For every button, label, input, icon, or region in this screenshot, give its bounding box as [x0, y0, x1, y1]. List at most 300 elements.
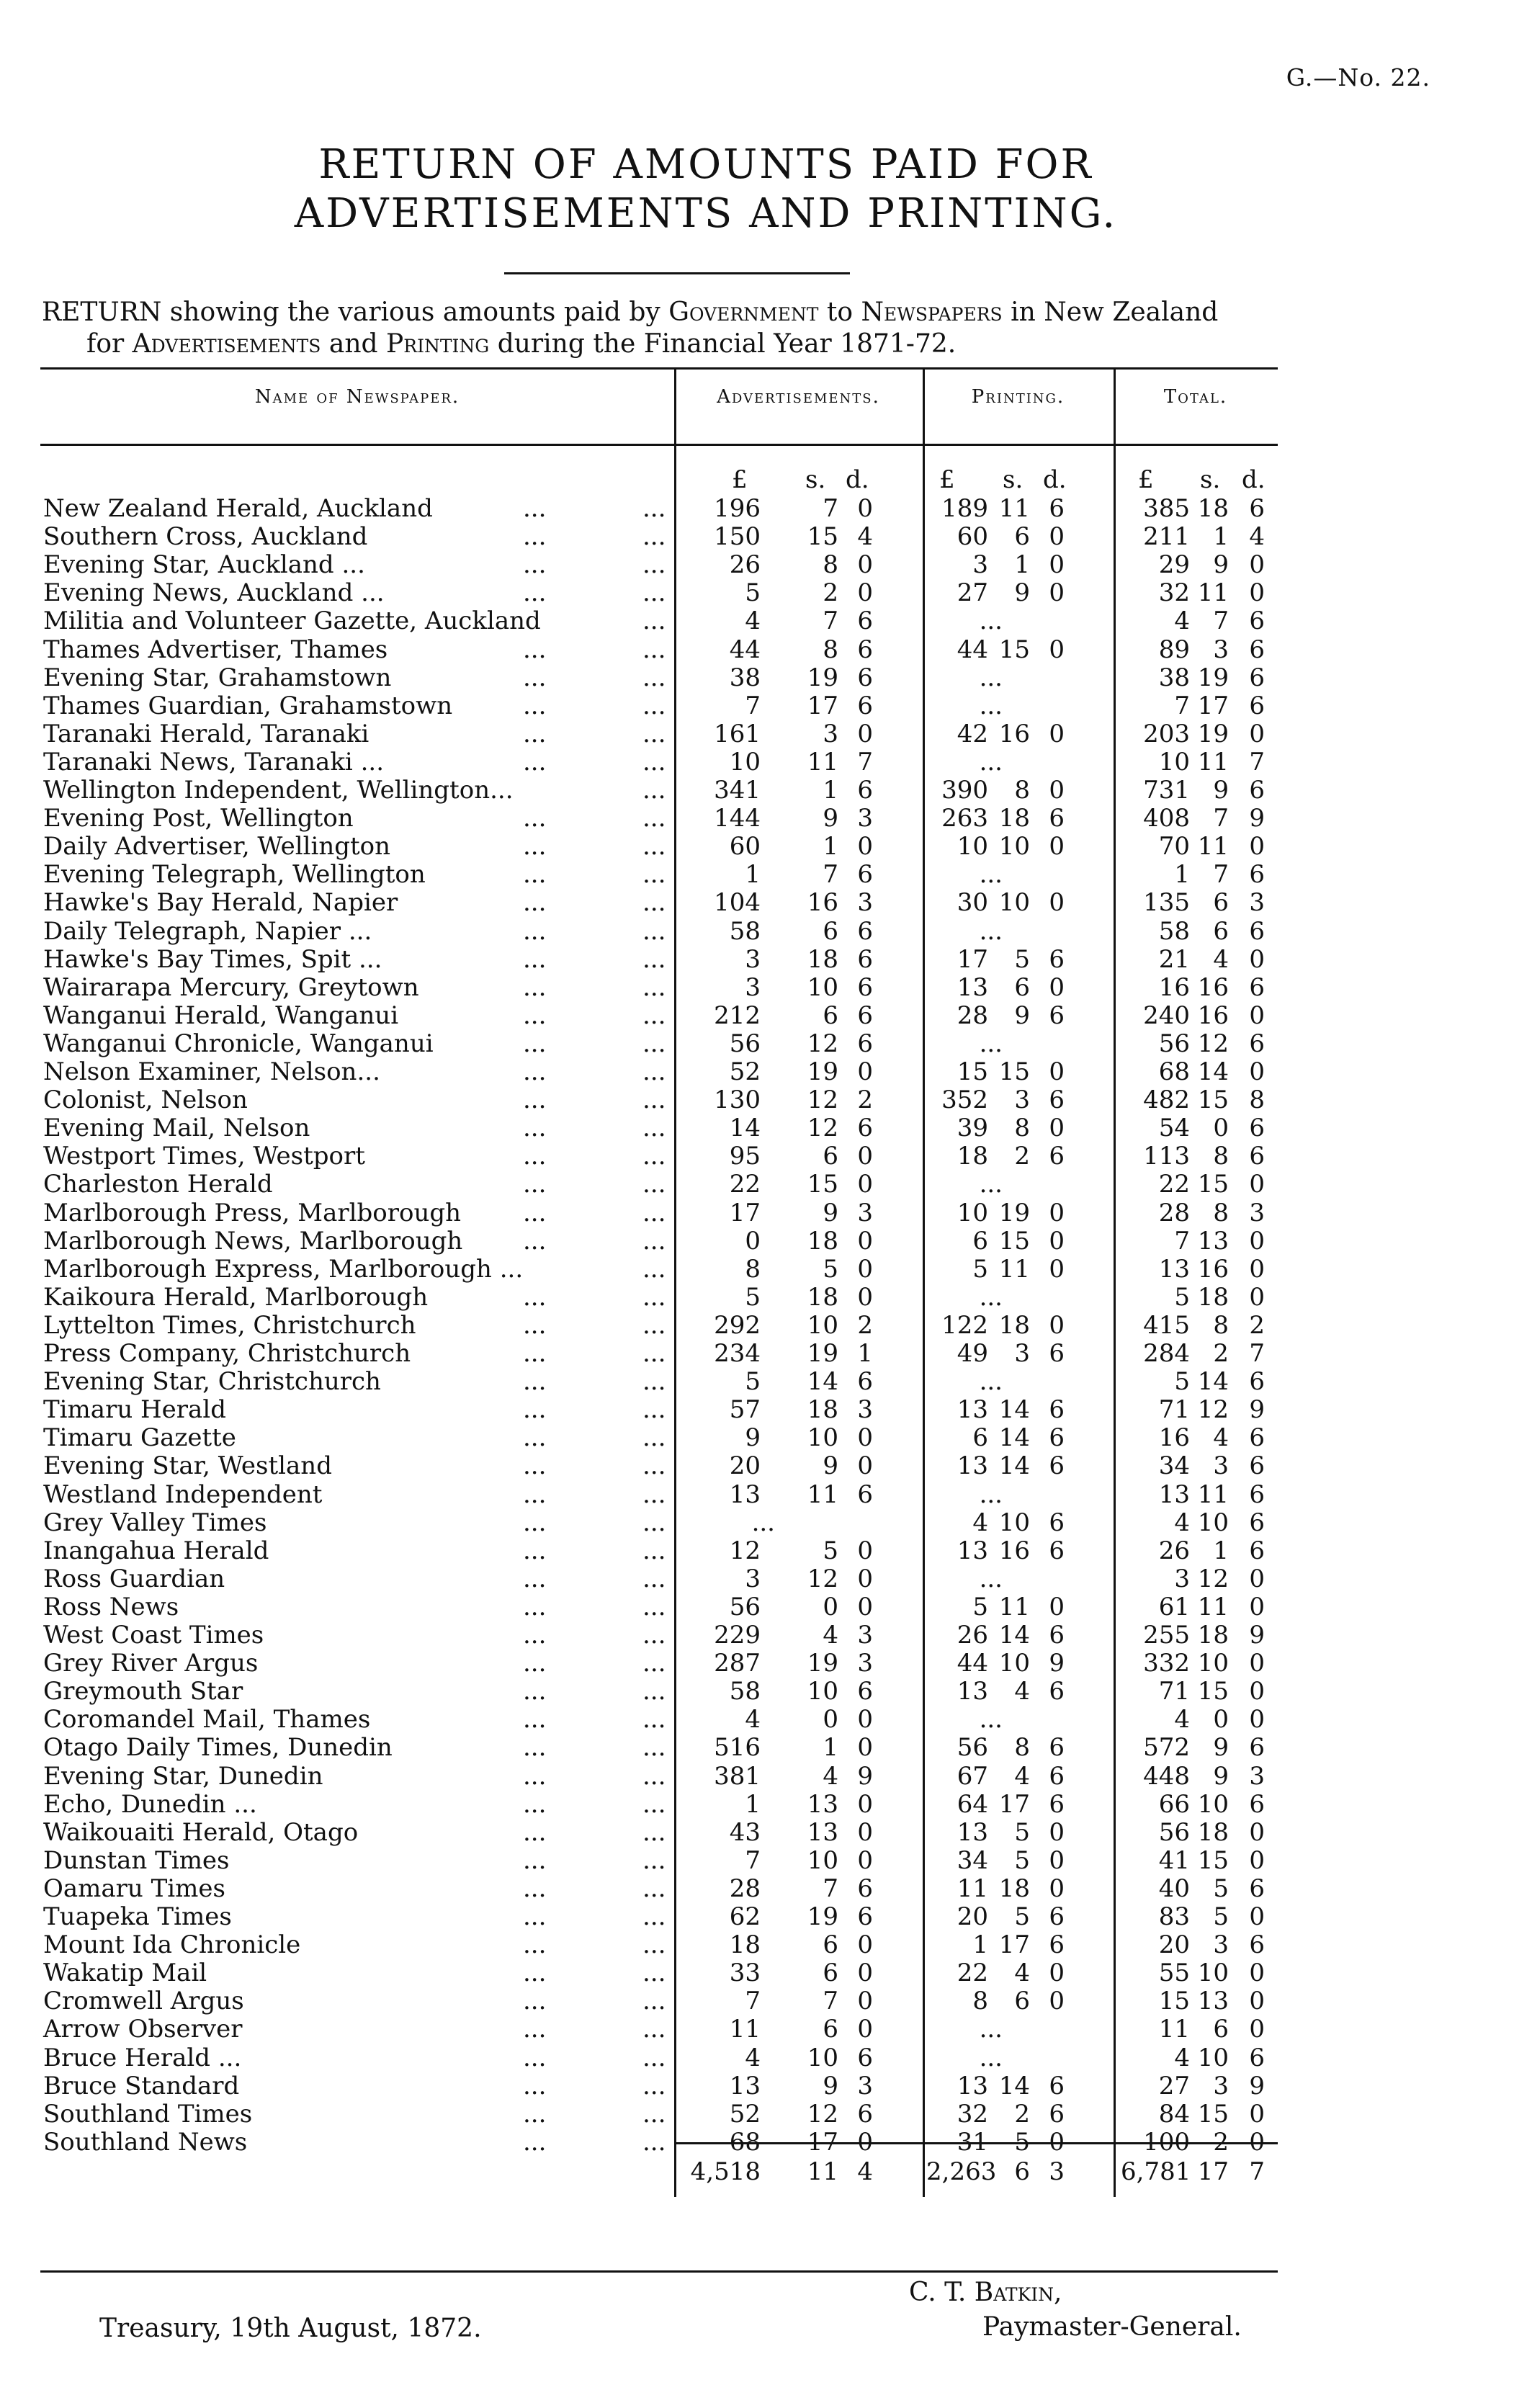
header-printing: Printing.	[971, 386, 1065, 408]
adv-pounds: 516	[714, 1733, 761, 1763]
header-bottom-rule	[40, 444, 1278, 446]
tot-pence: 0	[1249, 1282, 1265, 1312]
tot-shillings: 13	[1197, 1226, 1229, 1256]
leader-dots: ...	[642, 691, 666, 720]
tot-pounds: 89	[1158, 635, 1190, 664]
leader-dots: ...	[642, 1592, 666, 1621]
tot-shillings: 1	[1213, 522, 1229, 552]
adv-pounds: ...	[751, 1508, 775, 1537]
leader-dots: ...	[642, 1845, 666, 1875]
prn-pence: 0	[1049, 550, 1065, 580]
prn-shillings: 4	[1014, 1959, 1030, 1988]
prn-pounds: 49	[957, 1339, 988, 1368]
adv-shillings: 18	[807, 1226, 838, 1256]
newspaper-name: Hawke's Bay Herald, Napier	[43, 888, 398, 918]
tot-pounds: 55	[1158, 1959, 1190, 1988]
prn-pence: 6	[1049, 1142, 1065, 1171]
tot-pence: 0	[1249, 2015, 1265, 2044]
prn-pence: 6	[1049, 1733, 1065, 1763]
leader-dots: ...	[523, 691, 547, 720]
table-row	[40, 888, 1278, 917]
adv-shillings: 13	[807, 1789, 838, 1819]
leader-dots: ...	[523, 2043, 547, 2072]
table-row	[40, 1987, 1278, 2015]
adv-pence: 2	[857, 1310, 873, 1340]
tot-shillings: 0	[1213, 1114, 1229, 1143]
adv-pounds: 5	[745, 578, 761, 608]
tot-shillings: 6	[1213, 916, 1229, 946]
tot-pence: 6	[1249, 1480, 1265, 1509]
leader-dots: ...	[642, 804, 666, 833]
table-row	[40, 1902, 1278, 1931]
table-row	[40, 748, 1278, 776]
prn-shillings: 5	[1014, 2127, 1030, 2157]
tot-pounds: 572	[1143, 1733, 1190, 1763]
leader-dots: ...	[523, 1114, 547, 1143]
newspaper-name: Militia and Volunteer Gazette, Auckland	[43, 607, 541, 636]
prn-shillings: 14	[998, 1395, 1030, 1425]
prn-pounds: 13	[957, 972, 988, 1002]
prn-pounds: 13	[957, 1817, 988, 1847]
tot-pounds: 68	[1158, 1057, 1190, 1086]
leader-dots: ...	[642, 888, 666, 918]
leader-dots: ...	[523, 1198, 547, 1227]
adv-pence: 0	[857, 1254, 873, 1284]
leader-dots: ...	[523, 1959, 547, 1988]
tot-shillings: 16	[1197, 972, 1229, 1002]
prn-shillings: 17	[998, 1930, 1030, 1960]
newspaper-name: Dunstan Times	[43, 1845, 230, 1875]
tot-pounds: 332	[1143, 1649, 1190, 1678]
newspaper-name: Southland Times	[43, 2099, 253, 2129]
adv-shillings: 12	[807, 1029, 838, 1058]
prn-pounds-unit: £	[939, 465, 955, 494]
adv-pounds: 43	[729, 1817, 761, 1847]
leader-dots: ...	[642, 550, 666, 580]
tot-pounds: 16	[1158, 972, 1190, 1002]
prn-pence: 0	[1049, 1310, 1065, 1340]
prn-pence: 6	[1049, 1001, 1065, 1030]
tot-pence: 3	[1249, 888, 1265, 918]
newspaper-name: Evening Star, Westland	[43, 1451, 332, 1481]
tot-pounds: 408	[1143, 804, 1190, 833]
adv-pounds: 381	[714, 1761, 761, 1791]
newspaper-name: Hawke's Bay Times, Spit ...	[43, 944, 382, 974]
adv-pounds: 10	[729, 747, 761, 776]
adv-pence: 0	[857, 1817, 873, 1847]
prn-pounds: 189	[941, 494, 988, 523]
adv-shillings: 19	[807, 1649, 838, 1678]
prn-pounds: 17	[957, 944, 988, 974]
tot-pence: 0	[1249, 2127, 1265, 2157]
prn-pence: 0	[1049, 719, 1065, 748]
leader-dots: ...	[642, 1480, 666, 1509]
adv-pence: 0	[857, 1451, 873, 1481]
table-row	[40, 2100, 1278, 2129]
tot-pence: 0	[1249, 1845, 1265, 1875]
newspaper-name: Mount Ida Chronicle	[43, 1930, 301, 1960]
leader-dots: ...	[642, 944, 666, 974]
leader-dots: ...	[642, 1733, 666, 1763]
intro-newspapers: Newspapers	[861, 297, 1003, 327]
leader-dots: ...	[642, 1874, 666, 1903]
tot-pence: 6	[1249, 1536, 1265, 1565]
table-row	[40, 1395, 1278, 1424]
tot-pence: 0	[1249, 1987, 1265, 2016]
leader-dots: ...	[523, 1817, 547, 1847]
table-row	[40, 832, 1278, 861]
adv-pence: 0	[857, 550, 873, 580]
tot-shillings: 19	[1197, 663, 1229, 692]
adv-pence: 0	[857, 1930, 873, 1960]
prn-pounds: 64	[957, 1789, 988, 1819]
tot-pence: 0	[1249, 1705, 1265, 1735]
table-row	[40, 1367, 1278, 1396]
newspaper-name: New Zealand Herald, Auckland	[43, 494, 433, 523]
table-row	[40, 1029, 1278, 1058]
tot-shillings: 18	[1197, 494, 1229, 523]
adv-pence: 4	[857, 522, 873, 552]
adv-pounds: 18	[729, 1930, 761, 1960]
total-tot-pounds: 6,781	[1121, 2157, 1191, 2186]
adv-pounds: 52	[729, 1057, 761, 1086]
newspaper-name: Coromandel Mail, Thames	[43, 1705, 371, 1735]
tot-pence: 6	[1249, 607, 1265, 636]
tot-shillings: 7	[1213, 860, 1229, 890]
adv-shillings: 12	[807, 1564, 838, 1593]
tot-pounds: 4	[1174, 1508, 1190, 1537]
adv-pounds: 20	[729, 1451, 761, 1481]
newspaper-name: Grey River Argus	[43, 1649, 259, 1678]
leader-dots: ...	[642, 747, 666, 776]
prn-shillings: 8	[1014, 1733, 1030, 1763]
tot-pence: 0	[1249, 1057, 1265, 1086]
tot-shillings: 18	[1197, 1621, 1229, 1650]
adv-pounds: 62	[729, 1902, 761, 1931]
tot-shillings: 8	[1213, 1142, 1229, 1171]
tot-shillings: 11	[1197, 578, 1229, 608]
tot-pence: 6	[1249, 663, 1265, 692]
total-adv-pounds: 4,518	[690, 2157, 761, 2186]
adv-pounds: 161	[714, 719, 761, 748]
adv-shillings: 13	[807, 1817, 838, 1847]
prn-pence: 0	[1049, 888, 1065, 918]
totals-row	[40, 2157, 1278, 2186]
prn-pounds: 13	[957, 2071, 988, 2100]
table-row	[40, 1959, 1278, 1987]
adv-pounds: 22	[729, 1170, 761, 1199]
prn-shillings: 14	[998, 2071, 1030, 2100]
newspaper-name: West Coast Times	[43, 1621, 264, 1650]
table-row	[40, 945, 1278, 974]
prn-shillings: 11	[998, 494, 1030, 523]
tot-pounds: 28	[1158, 1198, 1190, 1227]
adv-pence: 6	[857, 1480, 873, 1509]
tot-shillings: 6	[1213, 888, 1229, 918]
adv-pence: 0	[857, 1789, 873, 1819]
tot-shillings: 15	[1197, 1845, 1229, 1875]
newspaper-name: Thames Guardian, Grahamstown	[43, 691, 453, 720]
prn-shillings: 14	[998, 1451, 1030, 1481]
prn-pence: 0	[1049, 2127, 1065, 2157]
adv-shillings: 15	[807, 1170, 838, 1199]
table-row	[40, 1451, 1278, 1480]
tot-pence: 6	[1249, 1114, 1265, 1143]
tot-pence-unit: d.	[1242, 465, 1266, 494]
newspaper-name: Daily Telegraph, Napier ...	[43, 916, 372, 946]
prn-shillings: 8	[1014, 776, 1030, 805]
tot-pounds: 11	[1158, 2015, 1190, 2044]
prn-pounds: 122	[941, 1310, 988, 1340]
adv-shillings: 7	[823, 860, 838, 890]
leader-dots: ...	[642, 1254, 666, 1284]
leader-dots: ...	[523, 2015, 547, 2044]
prn-pounds: 5	[972, 1592, 988, 1621]
prn-pence: 0	[1049, 522, 1065, 552]
adv-pounds: 3	[745, 1564, 761, 1593]
newspaper-name: Evening Star, Dunedin	[43, 1761, 323, 1791]
tot-pounds: 71	[1158, 1677, 1190, 1706]
adv-pounds: 95	[729, 1142, 761, 1171]
tot-pence: 6	[1249, 1367, 1265, 1397]
leader-dots: ...	[642, 1564, 666, 1593]
adv-shillings: 10	[807, 1423, 838, 1453]
adv-shillings: 1	[823, 1733, 838, 1763]
tot-shillings: 11	[1197, 747, 1229, 776]
prn-pounds: 5	[972, 1254, 988, 1284]
total-adv-pence: 4	[857, 2157, 873, 2186]
leader-dots: ...	[523, 1761, 547, 1791]
prn-pounds: ...	[979, 1282, 1003, 1312]
table-row	[40, 578, 1278, 607]
newspaper-name: Westland Independent	[43, 1480, 323, 1509]
tot-pounds: 16	[1158, 1423, 1190, 1453]
table-row	[40, 2072, 1278, 2100]
adv-shillings: 7	[823, 1987, 838, 2016]
tot-pounds: 731	[1143, 776, 1190, 805]
leader-dots: ...	[642, 1170, 666, 1199]
leader-dots: ...	[642, 1902, 666, 1931]
tot-pounds: 415	[1143, 1310, 1190, 1340]
table-row	[40, 1170, 1278, 1199]
prn-pence: 6	[1049, 1930, 1065, 1960]
prn-pounds: ...	[979, 1367, 1003, 1397]
adv-pence: 6	[857, 691, 873, 720]
adv-shillings: 2	[823, 578, 838, 608]
adv-shillings: 17	[807, 691, 838, 720]
prn-pounds: 13	[957, 1536, 988, 1565]
prn-shillings: 6	[1014, 972, 1030, 1002]
tot-shillings: 15	[1197, 2099, 1229, 2129]
prn-shillings: 18	[998, 1310, 1030, 1340]
tot-pence: 6	[1249, 1789, 1265, 1819]
prn-pounds: 352	[941, 1086, 988, 1115]
total-tot-pence: 7	[1249, 2157, 1265, 2186]
tot-pence: 7	[1249, 747, 1265, 776]
table-row	[40, 776, 1278, 805]
tot-shillings: 8	[1213, 1310, 1229, 1340]
leader-dots: ...	[642, 1001, 666, 1030]
prn-pence: 0	[1049, 1057, 1065, 1086]
prn-pence: 6	[1049, 1508, 1065, 1537]
tot-pence: 6	[1249, 860, 1265, 890]
prn-pence: 0	[1049, 1987, 1065, 2016]
leader-dots: ...	[642, 522, 666, 552]
adv-pounds: 130	[714, 1086, 761, 1115]
adv-pounds: 234	[714, 1339, 761, 1368]
adv-pounds: 8	[745, 1254, 761, 1284]
table-row	[40, 1874, 1278, 1903]
newspaper-name: Arrow Observer	[43, 2015, 243, 2044]
adv-pounds: 144	[714, 804, 761, 833]
newspaper-name: Colonist, Nelson	[43, 1086, 248, 1115]
prn-pounds: 42	[957, 719, 988, 748]
prn-shillings: 10	[998, 832, 1030, 861]
adv-shillings: 8	[823, 550, 838, 580]
tot-shillings: 18	[1197, 1282, 1229, 1312]
tot-shillings: 9	[1213, 1733, 1229, 1763]
adv-pence: 3	[857, 2071, 873, 2100]
table-row	[40, 607, 1278, 635]
prn-pounds: 18	[957, 1142, 988, 1171]
leader-dots: ...	[523, 747, 547, 776]
tot-shillings: 7	[1213, 607, 1229, 636]
prn-shillings: 11	[998, 1254, 1030, 1284]
adv-pence: 6	[857, 635, 873, 664]
tot-pence: 8	[1249, 1086, 1265, 1115]
leader-dots: ...	[642, 1198, 666, 1227]
leader-dots: ...	[523, 635, 547, 664]
tot-pounds-unit: £	[1138, 465, 1154, 494]
adv-pence: 0	[857, 1733, 873, 1763]
leader-dots: ...	[523, 1029, 547, 1058]
leader-dots: ...	[523, 1649, 547, 1678]
adv-shillings: 19	[807, 663, 838, 692]
adv-pounds: 292	[714, 1310, 761, 1340]
prn-pence-unit: d.	[1043, 465, 1067, 494]
tot-shillings: 18	[1197, 1817, 1229, 1847]
prn-pounds: 13	[957, 1677, 988, 1706]
prn-pence: 6	[1049, 1339, 1065, 1368]
adv-pence: 0	[857, 1564, 873, 1593]
table-row	[40, 860, 1278, 889]
adv-pence: 6	[857, 1367, 873, 1397]
prn-pence: 6	[1049, 944, 1065, 974]
adv-shillings: 18	[807, 1282, 838, 1312]
table-row	[40, 663, 1278, 692]
prn-shillings: 6	[1014, 1987, 1030, 2016]
tot-pence: 0	[1249, 1649, 1265, 1678]
prn-shillings: 10	[998, 1649, 1030, 1678]
tot-shillings: 14	[1197, 1057, 1229, 1086]
header-total: Total.	[1163, 386, 1228, 408]
prn-shillings: 5	[1014, 1817, 1030, 1847]
newspaper-name: Evening Star, Auckland ...	[43, 550, 365, 580]
adv-pounds: 287	[714, 1649, 761, 1678]
prn-pounds: 27	[957, 578, 988, 608]
tot-shillings: 15	[1197, 1677, 1229, 1706]
adv-pounds: 4	[745, 1705, 761, 1735]
prn-pence: 0	[1049, 1198, 1065, 1227]
adv-shillings: 6	[823, 1001, 838, 1030]
prn-shillings: 14	[998, 1621, 1030, 1650]
adv-pence: 7	[857, 747, 873, 776]
adv-pence: 0	[857, 1423, 873, 1453]
leader-dots: ...	[523, 1987, 547, 2016]
prn-pence: 6	[1049, 1677, 1065, 1706]
adv-pounds: 58	[729, 916, 761, 946]
prn-pounds: 39	[957, 1114, 988, 1143]
tot-pounds: 1	[1174, 860, 1190, 890]
leader-dots: ...	[642, 1817, 666, 1847]
leader-dots: ...	[642, 1761, 666, 1791]
tot-pence: 9	[1249, 2071, 1265, 2100]
newspaper-name: Westport Times, Westport	[43, 1142, 365, 1171]
table-row	[40, 2044, 1278, 2072]
tot-pence: 7	[1249, 1339, 1265, 1368]
prn-pence: 6	[1049, 1086, 1065, 1115]
tot-pence: 0	[1249, 944, 1265, 974]
tot-shillings: 16	[1197, 1254, 1229, 1284]
leader-dots: ...	[642, 1282, 666, 1312]
tot-pounds: 7	[1174, 1226, 1190, 1256]
adv-pence: 9	[857, 1761, 873, 1791]
adv-shillings: 7	[823, 607, 838, 636]
leader-dots: ...	[523, 1480, 547, 1509]
tot-shillings: 16	[1197, 1001, 1229, 1030]
tot-shillings: 4	[1213, 1423, 1229, 1453]
newspaper-name: Oamaru Times	[43, 1874, 225, 1903]
newspaper-name: Wairarapa Mercury, Greytown	[43, 972, 419, 1002]
tot-pounds: 100	[1143, 2127, 1190, 2157]
prn-pence: 6	[1049, 1621, 1065, 1650]
prn-pounds: ...	[979, 1705, 1003, 1735]
leader-dots: ...	[642, 578, 666, 608]
prn-pence: 6	[1049, 1902, 1065, 1931]
tot-pence: 6	[1249, 1029, 1265, 1058]
tot-pounds: 40	[1158, 1874, 1190, 1903]
newspaper-name: Daily Advertiser, Wellington	[43, 832, 391, 861]
table-row	[40, 1508, 1278, 1537]
adv-shillings: 3	[823, 719, 838, 748]
tot-shillings: 12	[1197, 1029, 1229, 1058]
adv-pence: 0	[857, 494, 873, 523]
intro-for: for	[86, 329, 125, 359]
prn-shillings: 15	[998, 1226, 1030, 1256]
prn-pence: 0	[1049, 1817, 1065, 1847]
adv-pounds: 28	[729, 1874, 761, 1903]
leader-dots: ...	[642, 1395, 666, 1425]
newspaper-name: Cromwell Argus	[43, 1987, 244, 2016]
adv-shillings: 6	[823, 1142, 838, 1171]
leader-dots: ...	[642, 1930, 666, 1960]
table-row	[40, 1762, 1278, 1791]
prn-pence: 6	[1049, 1451, 1065, 1481]
leader-dots: ...	[523, 1057, 547, 1086]
adv-shillings: 18	[807, 944, 838, 974]
table-row	[40, 550, 1278, 579]
newspaper-name: Marlborough Express, Marlborough ...	[43, 1254, 524, 1284]
leader-dots: ...	[523, 2071, 547, 2100]
tot-shillings: 9	[1213, 550, 1229, 580]
newspaper-name: Southland News	[43, 2127, 248, 2157]
adv-pounds: 341	[714, 776, 761, 805]
tot-shillings: 6	[1213, 2015, 1229, 2044]
adv-pence: 0	[857, 1170, 873, 1199]
tot-pence: 9	[1249, 1621, 1265, 1650]
newspaper-name: Evening Mail, Nelson	[43, 1114, 310, 1143]
adv-pounds: 57	[729, 1395, 761, 1425]
